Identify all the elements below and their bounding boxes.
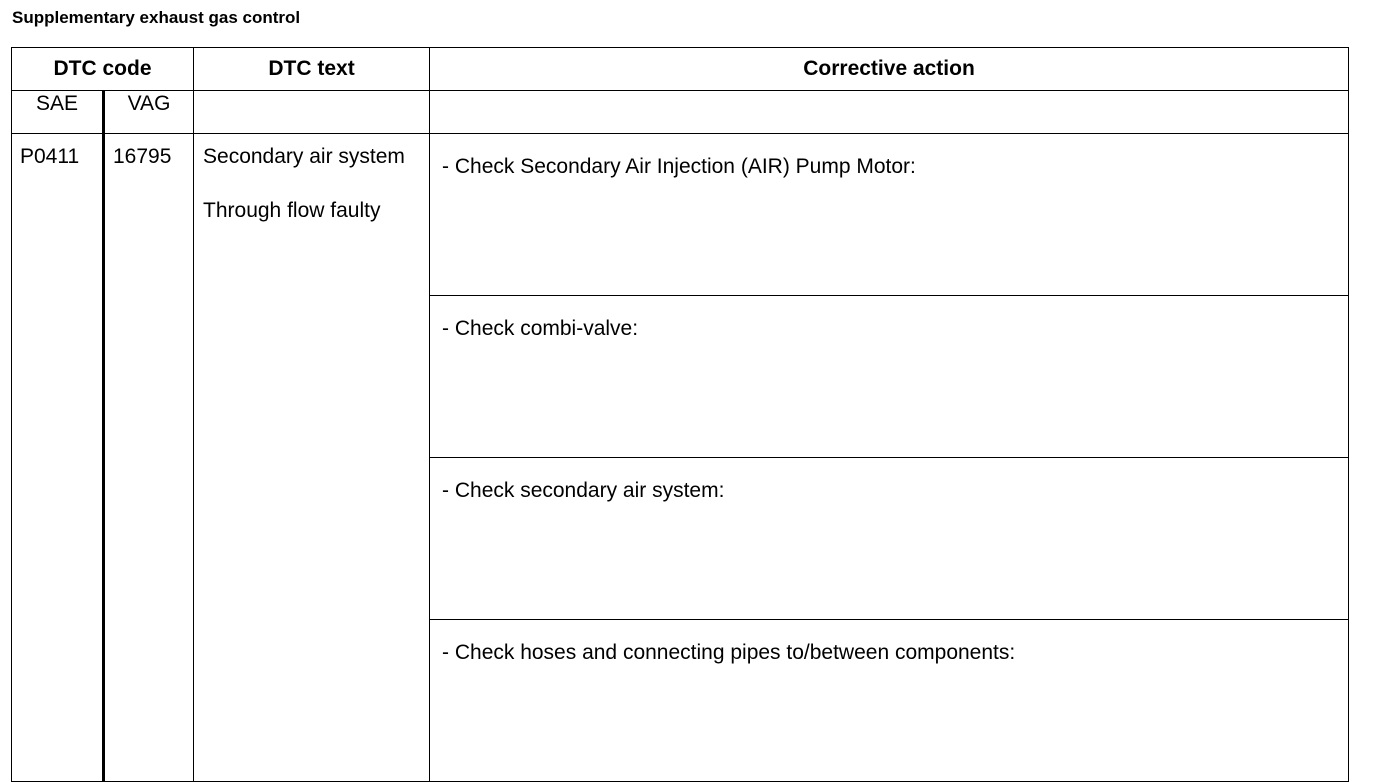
page-title: Supplementary exhaust gas control <box>12 8 301 27</box>
dtc-text-cell <box>194 134 430 782</box>
dtc-text-line1: Secondary air system <box>203 145 405 168</box>
dtc-text-line2: Through flow faulty <box>203 199 381 222</box>
table-row <box>12 134 1349 296</box>
header-dtc-code: DTC code <box>12 48 194 91</box>
sae-code: P0411 <box>12 134 104 782</box>
subheader-sae: SAE <box>12 91 104 134</box>
header-row <box>12 48 1349 91</box>
corrective-action-2: - Check combi-valve: <box>430 296 1349 458</box>
corrective-action-4: - Check hoses and connecting pipes to/between components: <box>430 620 1349 782</box>
vag-code: 16795 <box>104 134 194 782</box>
dtc-table <box>11 47 1349 782</box>
corrective-action-3: - Check secondary air system: <box>430 458 1349 620</box>
subheader-dtc-text-empty <box>194 91 430 134</box>
subheader-row <box>12 91 1349 134</box>
corrective-action-1: - Check Secondary Air Injection (AIR) Pump Motor: <box>430 134 1349 296</box>
subheader-vag: VAG <box>104 91 194 134</box>
header-corrective-action: Corrective action <box>430 48 1349 91</box>
header-dtc-text: DTC text <box>194 48 430 91</box>
subheader-action-empty <box>430 91 1349 134</box>
